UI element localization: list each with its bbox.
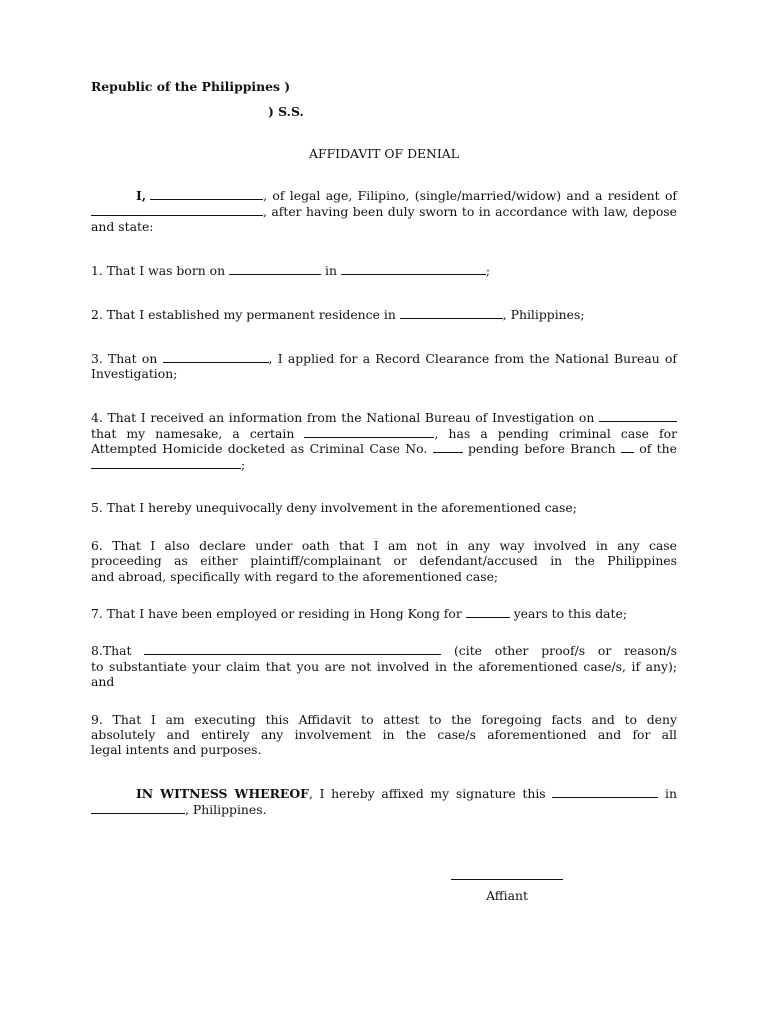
item-7 [91,606,677,621]
item-2-text: 2. That I established my permanent residence in [91,307,396,322]
republic-header: Republic of the Philippines ) [91,79,291,94]
name-blank [150,188,263,200]
item-4-line-3 [91,441,677,456]
birth-place-blank [341,263,486,275]
item-1-text: 1. That I was born on [91,263,226,278]
intro-i-label: I, [136,188,147,203]
affiant-label: Affiant [486,888,528,903]
document-title: AFFIDAVIT OF DENIAL [309,146,459,161]
info-date-blank [599,410,677,422]
item-4-text-3: , has a pending criminal case for [434,426,677,441]
signing-place-blank [91,802,185,814]
item-8-text: 8.That [91,643,132,658]
item-1-in: in [325,263,337,278]
item-9-line-3: legal intents and purposes. [91,742,262,757]
item-4-line-1 [91,410,677,425]
birth-date-blank [229,263,321,275]
item-3-line-2: Investigation; [91,366,178,381]
item-7-end: years to this date; [513,606,628,621]
item-6-line-2: proceeding as either plaintiff/complainant or defendant/accused in the Philippines [91,553,677,568]
clearance-date-blank [163,351,269,363]
branch-blank [621,441,634,453]
witness-line-2 [91,802,677,817]
intro-line-2 [91,204,677,219]
ss-header: ) S.S. [268,104,304,119]
namesake-blank [304,426,434,438]
item-8-line-3: and [91,674,115,689]
witness-text: , I hereby affixed my signature this [308,786,546,801]
item-4-line-2 [91,426,677,441]
witness-end: , Philippines. [185,802,267,817]
case-number-blank [433,441,463,453]
item-5: 5. That I hereby unequivocally deny involvement in the aforementioned case; [91,500,577,515]
years-blank [466,606,510,618]
residence-blank [91,204,263,216]
item-4-text-4: Attempted Homicide docketed as Criminal Case No. [91,441,428,456]
proof-blank [144,643,441,655]
item-8-line-2: to substantiate your claim that you are not involved in the aforementioned case/s, if any); [91,659,677,674]
item-4-text: 4. That I received an information from the National Bureau of Investigation on [91,410,595,425]
item-3-line-1 [91,351,677,366]
item-6-line-3: and abroad, specifically with regard to the aforementioned case; [91,569,499,584]
intro-text-2: , after having been duly sworn to in accordance with law, depose [263,204,677,219]
intro-text-1: , of legal age, Filipino, (single/married/widow) and a resident of [263,188,677,203]
signature-line [451,879,563,880]
item-3-text: 3. That on [91,351,158,366]
signing-date-blank [552,786,658,798]
item-9-line-2: absolutely and entirely any involvement in the case/s aforementioned and for all [91,727,677,742]
intro-line-1 [91,188,677,203]
item-4-end: ; [241,457,246,472]
intro-line-3: and state: [91,219,154,234]
item-4-text-2: that my namesake, a certain [91,426,295,441]
item-9-line-1: 9. That I am executing this Affidavit to attest to the foregoing facts and to deny [91,712,677,727]
court-blank [91,457,241,469]
item-8-line-1 [91,643,677,658]
item-6-line-1: 6. That I also declare under oath that I am not in any way involved in any case [91,538,677,553]
witness-bold: IN WITNESS WHEREOF [136,786,309,801]
item-2-end: , Philippines; [502,307,585,322]
item-8-text-2: (cite other proof/s or reason/s [453,643,677,658]
witness-line-1 [91,786,677,801]
item-4-line-4 [91,457,677,472]
item-2 [91,307,677,322]
item-7-text: 7. That I have been employed or residing in Hong Kong for [91,606,462,621]
residence-place-blank [400,307,503,319]
item-1 [91,263,677,278]
item-4-text-5: pending before Branch [467,441,616,456]
witness-in: in [665,786,677,801]
item-1-end: ; [485,263,491,278]
item-3-text-2: , I applied for a Record Clearance from the National Bureau of [268,351,677,366]
item-4-text-6: of the [639,441,677,456]
